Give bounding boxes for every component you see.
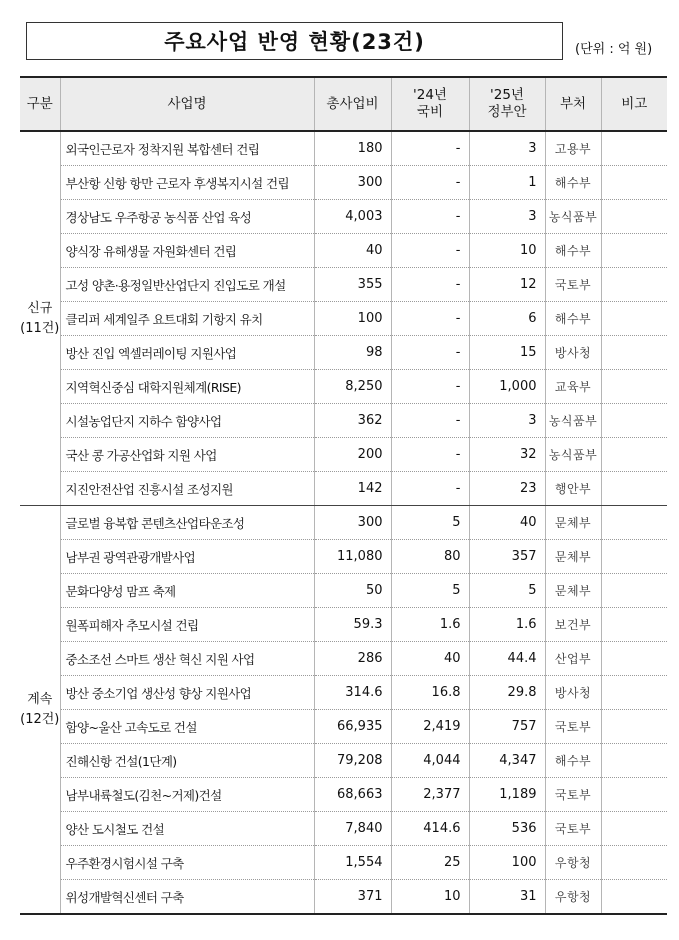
budget-2024-cell: - bbox=[391, 166, 469, 200]
project-name-cell: 경상남도 우주항공 농식품 산업 육성 bbox=[60, 200, 314, 234]
table-row bbox=[20, 336, 667, 370]
budget-2024-cell: 2,377 bbox=[391, 778, 469, 812]
note-cell bbox=[601, 608, 667, 642]
note-cell bbox=[601, 676, 667, 710]
table-row bbox=[20, 506, 667, 540]
note-cell bbox=[601, 574, 667, 608]
note-cell bbox=[601, 846, 667, 880]
project-name-cell: 문화다양성 맘프 축제 bbox=[60, 574, 314, 608]
budget-2024-cell: - bbox=[391, 472, 469, 506]
table-body bbox=[20, 131, 667, 914]
total-cost-cell: 79,208 bbox=[314, 744, 391, 778]
project-name-cell: 지진안전산업 진흥시설 조성지원 bbox=[60, 472, 314, 506]
project-name-cell: 국산 콩 가공산업화 지원 사업 bbox=[60, 438, 314, 472]
table-row bbox=[20, 676, 667, 710]
table-row bbox=[20, 370, 667, 404]
project-name-cell: 글로벌 융복합 콘텐츠산업타운조성 bbox=[60, 506, 314, 540]
table-row bbox=[20, 710, 667, 744]
projects-table bbox=[20, 76, 667, 915]
project-name-cell: 외국인근로자 정착지원 복합센터 건립 bbox=[60, 131, 314, 166]
header-total: 총사업비 bbox=[314, 77, 391, 131]
note-cell bbox=[601, 438, 667, 472]
header-note: 비고 bbox=[601, 77, 667, 131]
department-cell: 국토부 bbox=[545, 268, 601, 302]
total-cost-cell: 286 bbox=[314, 642, 391, 676]
department-cell: 보건부 bbox=[545, 608, 601, 642]
table-row bbox=[20, 268, 667, 302]
project-name-cell: 남부내륙철도(김천~거제)건설 bbox=[60, 778, 314, 812]
header-2025-label: 정부안 bbox=[487, 104, 527, 120]
budget-2024-cell: 2,419 bbox=[391, 710, 469, 744]
header-2024-label: 국비 bbox=[416, 104, 444, 120]
total-cost-cell: 40 bbox=[314, 234, 391, 268]
department-cell: 국토부 bbox=[545, 778, 601, 812]
category-cell bbox=[20, 506, 60, 915]
budget-2025-cell: 3 bbox=[469, 200, 545, 234]
budget-2025-cell: 44.4 bbox=[469, 642, 545, 676]
budget-2025-cell: 100 bbox=[469, 846, 545, 880]
department-cell: 농식품부 bbox=[545, 404, 601, 438]
table-row bbox=[20, 200, 667, 234]
department-cell: 해수부 bbox=[545, 744, 601, 778]
table-row bbox=[20, 642, 667, 676]
budget-2025-cell: 32 bbox=[469, 438, 545, 472]
header-2024-year: '24년 bbox=[413, 87, 447, 103]
total-cost-cell: 1,554 bbox=[314, 846, 391, 880]
budget-2025-cell: 1,000 bbox=[469, 370, 545, 404]
department-cell: 해수부 bbox=[545, 166, 601, 200]
project-name-cell: 우주환경시험시설 구축 bbox=[60, 846, 314, 880]
budget-2025-cell: 29.8 bbox=[469, 676, 545, 710]
project-name-cell: 클리퍼 세계일주 요트대회 기항지 유치 bbox=[60, 302, 314, 336]
budget-2025-cell: 3 bbox=[469, 131, 545, 166]
total-cost-cell: 98 bbox=[314, 336, 391, 370]
header-2024 bbox=[391, 77, 469, 131]
department-cell: 방사청 bbox=[545, 676, 601, 710]
department-cell: 국토부 bbox=[545, 710, 601, 744]
note-cell bbox=[601, 370, 667, 404]
department-cell: 우항청 bbox=[545, 846, 601, 880]
budget-2025-cell: 3 bbox=[469, 404, 545, 438]
note-cell bbox=[601, 744, 667, 778]
table-row bbox=[20, 778, 667, 812]
note-cell bbox=[601, 302, 667, 336]
budget-2025-cell: 1.6 bbox=[469, 608, 545, 642]
note-cell bbox=[601, 812, 667, 846]
total-cost-cell: 66,935 bbox=[314, 710, 391, 744]
department-cell: 문체부 bbox=[545, 574, 601, 608]
department-cell: 문체부 bbox=[545, 506, 601, 540]
table-row bbox=[20, 744, 667, 778]
total-cost-cell: 50 bbox=[314, 574, 391, 608]
budget-2024-cell: 10 bbox=[391, 880, 469, 915]
note-cell bbox=[601, 642, 667, 676]
total-cost-cell: 59.3 bbox=[314, 608, 391, 642]
budget-2024-cell: - bbox=[391, 268, 469, 302]
note-cell bbox=[601, 404, 667, 438]
project-name-cell: 부산항 신항 항만 근로자 후생복지시설 건립 bbox=[60, 166, 314, 200]
budget-2025-cell: 31 bbox=[469, 880, 545, 915]
header-project: 사업명 bbox=[60, 77, 314, 131]
note-cell bbox=[601, 472, 667, 506]
total-cost-cell: 142 bbox=[314, 472, 391, 506]
department-cell: 우항청 bbox=[545, 880, 601, 915]
category-count: (11건) bbox=[20, 320, 60, 336]
department-cell: 고용부 bbox=[545, 131, 601, 166]
table-row bbox=[20, 302, 667, 336]
project-name-cell: 위성개발혁신센터 구축 bbox=[60, 880, 314, 915]
budget-2024-cell: - bbox=[391, 131, 469, 166]
total-cost-cell: 314.6 bbox=[314, 676, 391, 710]
table-row bbox=[20, 608, 667, 642]
note-cell bbox=[601, 200, 667, 234]
department-cell: 방사청 bbox=[545, 336, 601, 370]
note-cell bbox=[601, 778, 667, 812]
project-name-cell: 진해신항 건설(1단계) bbox=[60, 744, 314, 778]
budget-2025-cell: 6 bbox=[469, 302, 545, 336]
total-cost-cell: 7,840 bbox=[314, 812, 391, 846]
category-label: 신규 bbox=[27, 300, 53, 316]
total-cost-cell: 100 bbox=[314, 302, 391, 336]
note-cell bbox=[601, 506, 667, 540]
project-name-cell: 방산 중소기업 생산성 향상 지원사업 bbox=[60, 676, 314, 710]
budget-2024-cell: 16.8 bbox=[391, 676, 469, 710]
header-2025 bbox=[469, 77, 545, 131]
project-name-cell: 함양~울산 고속도로 건설 bbox=[60, 710, 314, 744]
header-category: 구분 bbox=[20, 77, 60, 131]
table-row bbox=[20, 574, 667, 608]
unit-label: (단위 : 억 원) bbox=[575, 42, 653, 57]
total-cost-cell: 300 bbox=[314, 166, 391, 200]
total-cost-cell: 362 bbox=[314, 404, 391, 438]
note-cell bbox=[601, 540, 667, 574]
budget-2024-cell: 25 bbox=[391, 846, 469, 880]
note-cell bbox=[601, 880, 667, 915]
budget-2025-cell: 5 bbox=[469, 574, 545, 608]
budget-2025-cell: 536 bbox=[469, 812, 545, 846]
budget-2024-cell: 80 bbox=[391, 540, 469, 574]
project-name-cell: 고성 양촌·용정일반산업단지 진입도로 개설 bbox=[60, 268, 314, 302]
table-row bbox=[20, 404, 667, 438]
header-2025-year: '25년 bbox=[490, 87, 524, 103]
budget-2024-cell: 4,044 bbox=[391, 744, 469, 778]
table-row bbox=[20, 540, 667, 574]
budget-2025-cell: 757 bbox=[469, 710, 545, 744]
budget-2025-cell: 4,347 bbox=[469, 744, 545, 778]
note-cell bbox=[601, 268, 667, 302]
budget-2025-cell: 357 bbox=[469, 540, 545, 574]
total-cost-cell: 300 bbox=[314, 506, 391, 540]
table-row bbox=[20, 472, 667, 506]
budget-2024-cell: - bbox=[391, 438, 469, 472]
note-cell bbox=[601, 166, 667, 200]
category-cell bbox=[20, 131, 60, 506]
table-row bbox=[20, 131, 667, 166]
budget-2024-cell: 5 bbox=[391, 506, 469, 540]
table-row bbox=[20, 846, 667, 880]
budget-2024-cell: - bbox=[391, 200, 469, 234]
project-name-cell: 원폭피해자 추모시설 건립 bbox=[60, 608, 314, 642]
budget-2025-cell: 10 bbox=[469, 234, 545, 268]
header-dept: 부처 bbox=[545, 77, 601, 131]
total-cost-cell: 68,663 bbox=[314, 778, 391, 812]
budget-2024-cell: - bbox=[391, 404, 469, 438]
total-cost-cell: 200 bbox=[314, 438, 391, 472]
department-cell: 해수부 bbox=[545, 234, 601, 268]
page-title: 주요사업 반영 현황(23건) bbox=[26, 22, 563, 60]
budget-2025-cell: 1,189 bbox=[469, 778, 545, 812]
department-cell: 국토부 bbox=[545, 812, 601, 846]
budget-2024-cell: 414.6 bbox=[391, 812, 469, 846]
department-cell: 산업부 bbox=[545, 642, 601, 676]
budget-2024-cell: 1.6 bbox=[391, 608, 469, 642]
budget-2024-cell: - bbox=[391, 302, 469, 336]
project-name-cell: 남부권 광역관광개발사업 bbox=[60, 540, 314, 574]
budget-2025-cell: 23 bbox=[469, 472, 545, 506]
table-row bbox=[20, 880, 667, 915]
total-cost-cell: 355 bbox=[314, 268, 391, 302]
category-label: 계속 bbox=[27, 691, 53, 707]
department-cell: 교육부 bbox=[545, 370, 601, 404]
note-cell bbox=[601, 336, 667, 370]
budget-2024-cell: - bbox=[391, 234, 469, 268]
department-cell: 농식품부 bbox=[545, 200, 601, 234]
category-count: (12건) bbox=[20, 711, 60, 727]
note-cell bbox=[601, 234, 667, 268]
budget-2025-cell: 40 bbox=[469, 506, 545, 540]
budget-2024-cell: 5 bbox=[391, 574, 469, 608]
budget-2025-cell: 1 bbox=[469, 166, 545, 200]
project-name-cell: 중소조선 스마트 생산 혁신 지원 사업 bbox=[60, 642, 314, 676]
budget-2024-cell: - bbox=[391, 370, 469, 404]
table-row bbox=[20, 812, 667, 846]
total-cost-cell: 8,250 bbox=[314, 370, 391, 404]
project-name-cell: 지역혁신중심 대학지원체계(RISE) bbox=[60, 370, 314, 404]
department-cell: 농식품부 bbox=[545, 438, 601, 472]
department-cell: 행안부 bbox=[545, 472, 601, 506]
total-cost-cell: 4,003 bbox=[314, 200, 391, 234]
project-name-cell: 방산 진입 엑셀러레이팅 지원사업 bbox=[60, 336, 314, 370]
project-name-cell: 양산 도시철도 건설 bbox=[60, 812, 314, 846]
budget-2024-cell: - bbox=[391, 336, 469, 370]
total-cost-cell: 371 bbox=[314, 880, 391, 915]
total-cost-cell: 11,080 bbox=[314, 540, 391, 574]
table-row bbox=[20, 166, 667, 200]
project-name-cell: 시설농업단지 지하수 함양사업 bbox=[60, 404, 314, 438]
table-row bbox=[20, 438, 667, 472]
budget-2024-cell: 40 bbox=[391, 642, 469, 676]
total-cost-cell: 180 bbox=[314, 131, 391, 166]
budget-2025-cell: 15 bbox=[469, 336, 545, 370]
table-row bbox=[20, 234, 667, 268]
note-cell bbox=[601, 710, 667, 744]
note-cell bbox=[601, 131, 667, 166]
header-row bbox=[20, 77, 667, 131]
department-cell: 해수부 bbox=[545, 302, 601, 336]
project-name-cell: 양식장 유해생물 자원화센터 건립 bbox=[60, 234, 314, 268]
department-cell: 문체부 bbox=[545, 540, 601, 574]
budget-2025-cell: 12 bbox=[469, 268, 545, 302]
